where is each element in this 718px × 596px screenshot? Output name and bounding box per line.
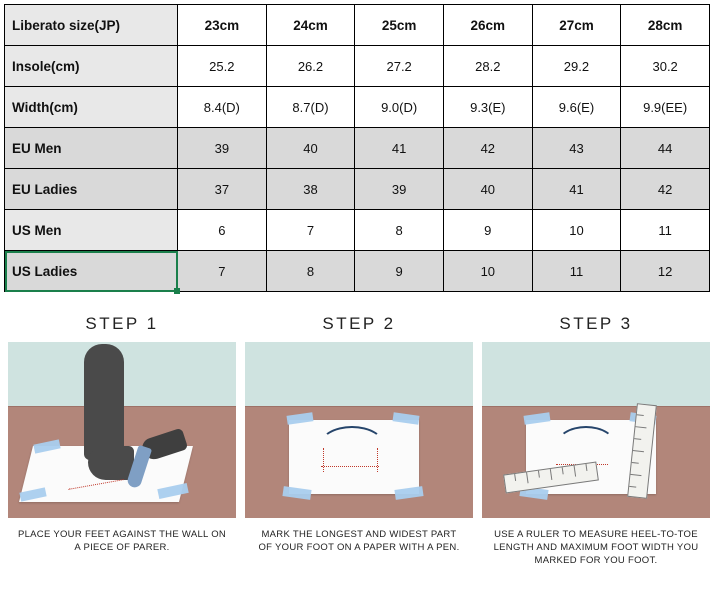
table-cell: 43 <box>532 128 621 169</box>
table-cell: 41 <box>355 128 444 169</box>
row-header-us-ladies[interactable]: US Ladies <box>5 251 178 292</box>
table-cell: 11 <box>621 210 710 251</box>
table-cell: 28cm <box>621 5 710 46</box>
table-row <box>5 87 710 128</box>
table-cell: 26cm <box>443 5 532 46</box>
table-row <box>5 5 710 46</box>
step-2 <box>245 314 473 567</box>
step-2-title: STEP 2 <box>322 314 396 333</box>
table-cell: 9.3(E) <box>443 87 532 128</box>
table-cell: 6 <box>178 210 267 251</box>
step-3-illustration <box>482 342 710 518</box>
table-cell: 8.4(D) <box>178 87 267 128</box>
table-row <box>5 46 710 87</box>
step-1-illustration <box>8 342 236 518</box>
table-cell: 41 <box>532 169 621 210</box>
table-cell: 7 <box>178 251 267 292</box>
row-header-width: Width(cm) <box>5 87 178 128</box>
table-cell: 30.2 <box>621 46 710 87</box>
table-cell: 23cm <box>178 5 267 46</box>
foot-shape <box>88 446 134 480</box>
step-2-illustration <box>245 342 473 518</box>
table-cell: 29.2 <box>532 46 621 87</box>
step-1-caption: PLACE YOUR FEET AGAINST THE WALL ON A PIECE OF PARER. <box>17 529 227 553</box>
table-cell: 24cm <box>266 5 355 46</box>
table-cell: 9.6(E) <box>532 87 621 128</box>
width-mark <box>323 448 324 472</box>
table-cell: 8 <box>266 251 355 292</box>
step-3-title: STEP 3 <box>559 314 633 333</box>
table-cell: 40 <box>443 169 532 210</box>
table-cell: 8.7(D) <box>266 87 355 128</box>
table-cell: 39 <box>355 169 444 210</box>
table-cell: 25.2 <box>178 46 267 87</box>
step-3-caption: USE A RULER TO MEASURE HEEL-TO-TOE LENGTH AND MAXIMUM FOOT WIDTH YOU MARKED FOR YOU FOOT. <box>493 529 699 566</box>
step-2-caption: MARK THE LONGEST AND WIDEST PART OF YOUR FOOT ON A PAPER WITH A PEN. <box>258 529 460 553</box>
table-cell: 38 <box>266 169 355 210</box>
row-header-eu-ladies: EU Ladies <box>5 169 178 210</box>
table-cell: 9.9(EE) <box>621 87 710 128</box>
step-1-title: STEP 1 <box>85 314 159 333</box>
row-header-eu-men: EU Men <box>5 128 178 169</box>
table-cell: 26.2 <box>266 46 355 87</box>
table-cell: 8 <box>355 210 444 251</box>
size-chart-section <box>0 0 718 292</box>
table-row <box>5 128 710 169</box>
step-1 <box>8 314 236 567</box>
table-cell: 9 <box>355 251 444 292</box>
leg-shape <box>84 344 124 460</box>
table-cell: 28.2 <box>443 46 532 87</box>
table-cell: 42 <box>443 128 532 169</box>
size-chart-table <box>4 4 710 292</box>
table-cell: 11 <box>532 251 621 292</box>
measuring-steps-section <box>0 292 718 567</box>
table-row <box>5 251 710 292</box>
table-cell: 42 <box>621 169 710 210</box>
table-cell: 44 <box>621 128 710 169</box>
table-cell: 25cm <box>355 5 444 46</box>
table-cell: 7 <box>266 210 355 251</box>
table-cell: 9.0(D) <box>355 87 444 128</box>
table-row <box>5 169 710 210</box>
step-3 <box>482 314 710 567</box>
row-header-us-men: US Men <box>5 210 178 251</box>
length-mark <box>321 466 379 467</box>
table-cell: 37 <box>178 169 267 210</box>
width-mark <box>377 448 378 472</box>
toe-outline-mark <box>556 426 616 464</box>
toe-outline-mark <box>319 426 385 466</box>
table-cell: 10 <box>532 210 621 251</box>
row-header-insole: Insole(cm) <box>5 46 178 87</box>
table-row <box>5 210 710 251</box>
table-cell: 27cm <box>532 5 621 46</box>
table-cell: 10 <box>443 251 532 292</box>
table-cell: 40 <box>266 128 355 169</box>
table-cell: 39 <box>178 128 267 169</box>
table-cell: 27.2 <box>355 46 444 87</box>
table-cell: 9 <box>443 210 532 251</box>
table-cell: 12 <box>621 251 710 292</box>
row-header-liberato-size: Liberato size(JP) <box>5 5 178 46</box>
